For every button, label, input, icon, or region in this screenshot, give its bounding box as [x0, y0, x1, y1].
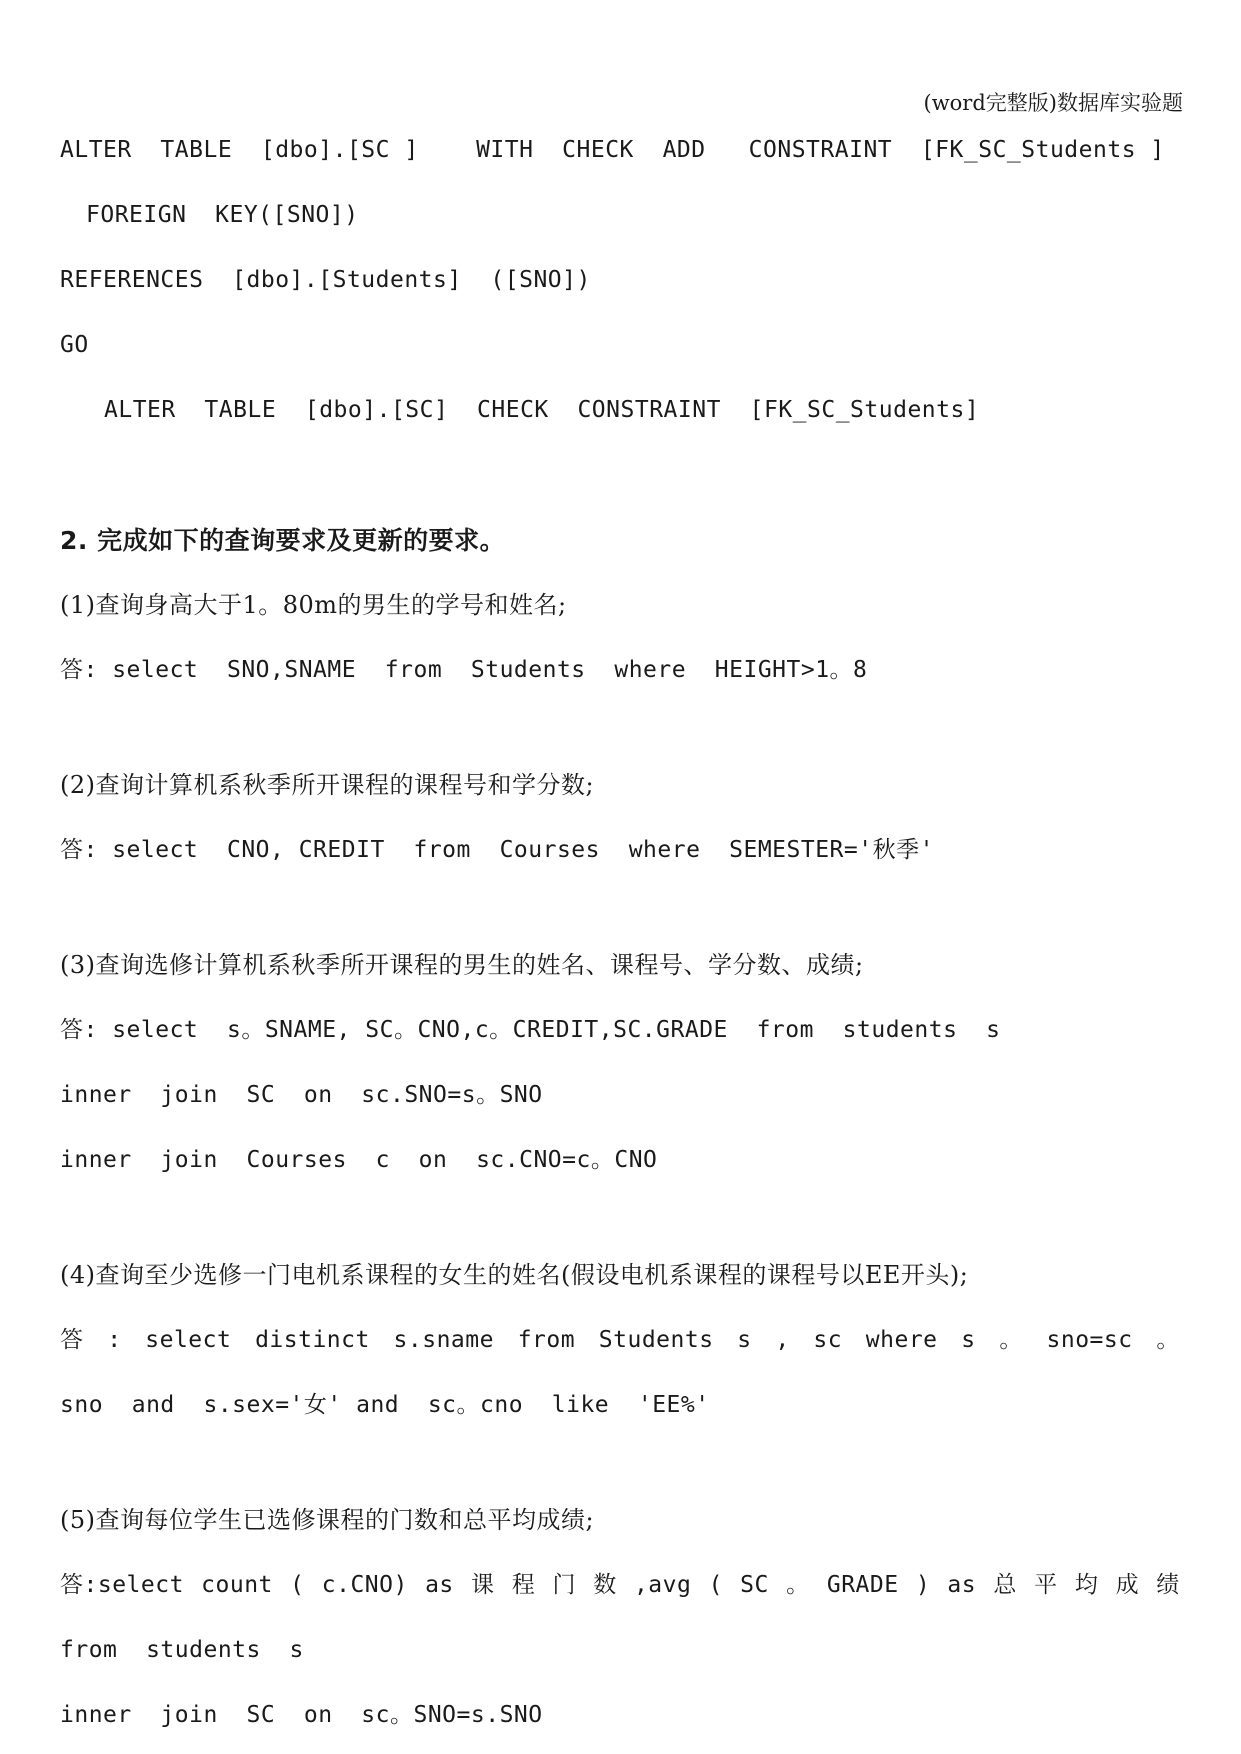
answer-token: as	[425, 1572, 454, 1598]
answer-token: c.CNO)	[321, 1572, 408, 1598]
answer-token: 绩	[1156, 1572, 1180, 1598]
question-text: (2)查询计算机系秋季所开课程的课程号和学分数;	[60, 771, 595, 799]
answer-token: 门	[552, 1572, 576, 1598]
answer-token: s.sname	[393, 1327, 494, 1353]
answer-token: 。	[1156, 1327, 1180, 1353]
page-header: (word完整版)数据库实验题	[923, 91, 1183, 115]
answer-token: (	[290, 1572, 305, 1598]
question-2	[60, 753, 1180, 883]
answer-token: (	[708, 1572, 723, 1598]
answer-token: sc	[813, 1327, 843, 1353]
question-text: (3)查询选修计算机系秋季所开课程的男生的姓名、课程号、学分数、成绩;	[60, 951, 864, 979]
code-line: FOREIGN KEY([SNO])	[86, 202, 359, 228]
answer-line: 答: select SNO,SNAME from Students where HEIGHT>1。8	[60, 657, 868, 683]
answer-token: distinct	[255, 1327, 370, 1353]
answer-token: count	[201, 1572, 273, 1598]
answer-token: s	[961, 1327, 976, 1353]
constraint-code-block	[60, 118, 1180, 443]
code-line: REFERENCES [dbo].[Students] ([SNO])	[60, 267, 591, 293]
answer-token: where	[865, 1327, 938, 1353]
section-heading: 2. 完成如下的查询要求及更新的要求。	[60, 526, 506, 555]
answer-line: 答: select s。SNAME, SC。CNO,c。CREDIT,SC.GRADE from students s	[60, 1017, 1001, 1043]
answer-line: inner join SC on sc.SNO=s。SNO	[60, 1082, 543, 1108]
answer-line: inner join Courses c on sc.CNO=c。CNO	[60, 1147, 658, 1173]
answer-token: 课	[471, 1572, 495, 1598]
answer-token: )	[915, 1572, 931, 1598]
answer-line: 答: select CNO, CREDIT from Courses where SEMESTER='秋季'	[60, 837, 934, 863]
code-line: ALTER TABLE [dbo].[SC ] WITH CHECK ADD CONSTRAINT [FK_SC_Students ]	[60, 137, 1165, 163]
answer-token: Students	[598, 1327, 714, 1353]
answer-token: 程	[511, 1572, 536, 1598]
question-text: (5)查询每位学生已选修课程的门数和总平均成绩;	[60, 1506, 595, 1534]
question-4	[60, 1243, 1180, 1438]
question-3	[60, 933, 1180, 1193]
answer-token: 成	[1115, 1572, 1140, 1598]
answer-token: 。	[999, 1327, 1023, 1353]
answer-token: GRADE	[826, 1572, 899, 1598]
answer-token: select	[145, 1327, 232, 1353]
answer-token: SC	[740, 1572, 769, 1598]
answer-token: :	[107, 1327, 122, 1353]
answer-token: ,	[775, 1327, 790, 1353]
answer-token: 均	[1074, 1572, 1099, 1598]
answer-line: inner join SC on sc。SNO=s.SNO	[60, 1702, 543, 1728]
answer-token: ,avg	[633, 1572, 692, 1598]
answer-line-justified	[60, 1308, 1180, 1373]
answer-token: as	[947, 1572, 977, 1598]
answer-line-justified	[60, 1553, 1180, 1618]
answer-token: sno=sc	[1046, 1327, 1133, 1353]
answer-token: 总	[993, 1572, 1017, 1598]
question-text: (1)查询身高大于1。80m的男生的学号和姓名;	[60, 591, 567, 619]
answer-line: from students s	[60, 1637, 304, 1663]
answer-token: 。	[786, 1572, 810, 1598]
document-body	[60, 118, 1180, 1748]
question-5	[60, 1488, 1180, 1748]
answer-token: 平	[1034, 1572, 1058, 1598]
answer-token: 答:select	[60, 1572, 184, 1598]
code-line: GO	[60, 332, 89, 358]
question-1	[60, 573, 1180, 703]
answer-token: 答	[60, 1327, 84, 1353]
question-text: (4)查询至少选修一门电机系课程的女生的姓名(假设电机系课程的课程号以EE开头);	[60, 1261, 969, 1289]
answer-token: s	[737, 1327, 752, 1353]
answer-line: sno and s.sex='女' and sc。cno like 'EE%'	[60, 1392, 710, 1418]
answer-token: 数	[593, 1572, 617, 1598]
answer-token: from	[517, 1327, 576, 1353]
code-line: ALTER TABLE [dbo].[SC] CHECK CONSTRAINT [FK_SC_Students]	[104, 397, 980, 423]
